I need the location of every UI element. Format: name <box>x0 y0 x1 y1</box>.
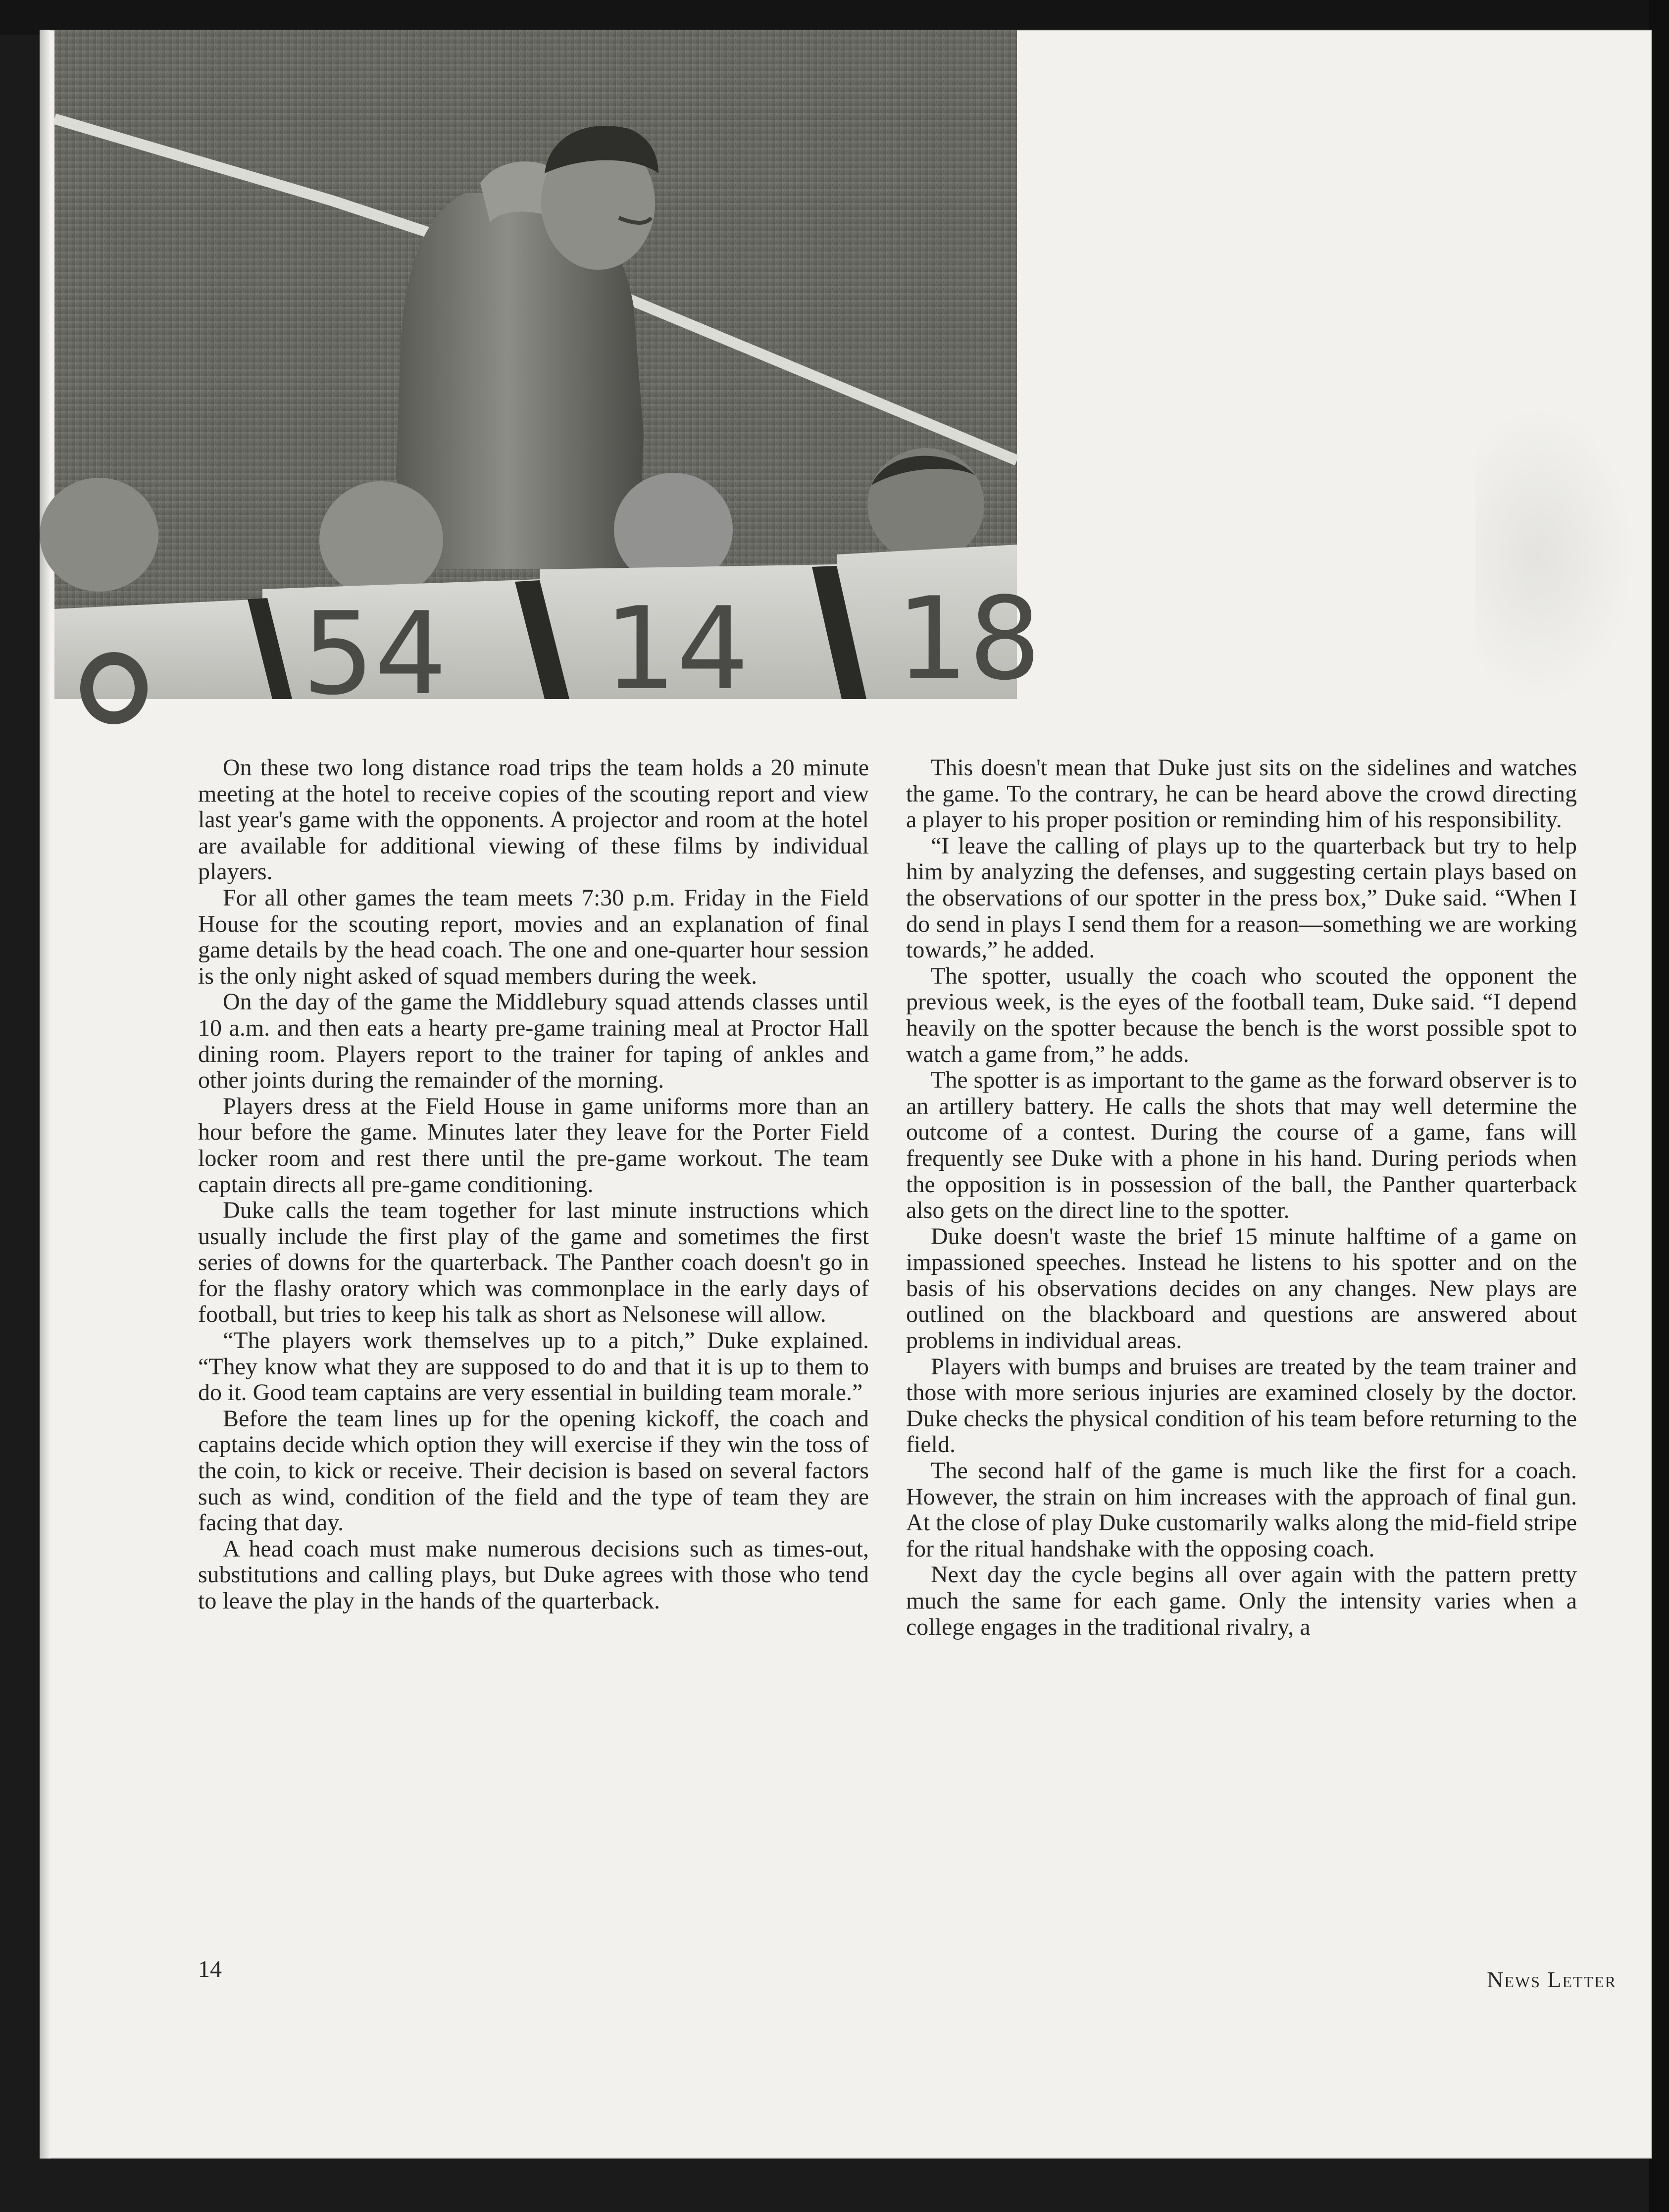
bleed-through-artifact <box>1475 406 1634 703</box>
paragraph: On the day of the game the Middlebury squad attends classes until 10 a.m. and then eats a hearty pre-game training meal at Proctor Hall dining room. Players report to the trainer for taping of ankles and other joints during the remainder of the morning. <box>198 989 869 1094</box>
scan-border-right <box>1649 0 1669 2212</box>
paragraph: On these two long distance road trips the team holds a 20 minute meeting at the hotel to receive copies of the scouting report and view last year's game with the opponents. A projector and room at the hotel are available for additional viewing of these films by individual players. <box>198 754 869 885</box>
football-coach-photo <box>54 30 1041 720</box>
page-gutter-shadow <box>40 30 51 2159</box>
paragraph: Duke calls the team together for last minute instructions which usually include the first play of the game and sometimes the first series of downs for the quarterback. The Panther coach doesn't go in for the flashy oratory which was commonplace in the early days of football, but tries to keep his talk as short as Nelsonese will allow. <box>198 1197 869 1328</box>
magazine-page <box>40 30 1652 2159</box>
paragraph: For all other games the team meets 7:30 p.m. Friday in the Field House for the scouting report, movies and an explanation of final game details by the head coach. The one and one-quarter hour session is the only night asked of squad members during the week. <box>198 884 869 989</box>
paragraph: The spotter, usually the coach who scouted the opponent the previous week, is the eyes of the football team, Duke said. “I depend heavily on the spotter because the bench is the worst possible spot to watch a game from,” he adds. <box>906 962 1577 1067</box>
jersey-number-14: 14 <box>604 583 749 715</box>
paragraph: A head coach must make numerous decisions such as times-out, substitutions and calling plays, but Duke agrees with those who tend to leave the play in the hands of the quarterback. <box>198 1535 869 1614</box>
paragraph: Before the team lines up for the opening kickoff, the coach and captains decide which option they will exercise if they win the toss of the coin, to kick or receive. Their decision is based on several factors such as wind, condition of the field and the type of team they are facing that day. <box>198 1405 869 1536</box>
paragraph: Players dress at the Field House in game uniforms more than an hour before the game. Minutes later they leave for the Porter Field locker room and rest there until the pre-game workout. The team captain directs all pre-game conditioning. <box>198 1093 869 1198</box>
jersey-number-18: 18 <box>896 573 1041 705</box>
paragraph: The second half of the game is much like the first for a coach. However, the strain on him increases with the approach of final gun. At the close of play Duke customarily walks along the mid-field stripe for the ritual handshake with the opposing coach. <box>906 1458 1577 1562</box>
article-left-column <box>198 755 869 1614</box>
paragraph: “I leave the calling of plays up to the quarterback but try to help him by analyzing the defenses, and suggesting certain plays based on the observations of our spotter in the press box,” Duke said. “When I do send in plays I send them for a reason—something we are working towards,” he added. <box>906 832 1577 963</box>
paragraph: Duke doesn't waste the brief 15 minute halftime of a game on impassioned speeches. Instead he listens to his spotter and on the basis of his observations decides on any changes. New plays are outlined on the blackboard and questions are answered about problems in individual areas. <box>906 1223 1577 1354</box>
paragraph: The spotter is as important to the game as the forward observer is to an artillery battery. He calls the shots that may well determine the outcome of a contest. During the course of a game, fans will frequently see Duke with a phone in his hand. During periods when the opposition is in possession of the ball, the Panther quarterback also gets on the direct line to the spotter. <box>906 1067 1577 1224</box>
paragraph: This doesn't mean that Duke just sits on the sidelines and watches the game. To the contrary, he can be heard above the crowd directing a player to his proper position or reminding him of his responsibility. <box>906 754 1577 833</box>
jersey-number-54: 54 <box>302 588 447 720</box>
publication-name: News Letter <box>1487 1967 1617 1992</box>
football-coach-sideline-photo-icon <box>54 30 1041 720</box>
page-number: 14 <box>198 1956 222 1982</box>
article-right-column <box>906 755 1577 1640</box>
paragraph: Players with bumps and bruises are treated by the team trainer and those with more serious injuries are examined closely by the doctor. Duke checks the physical condition of his team before returning to the field. <box>906 1353 1577 1458</box>
paragraph: Next day the cycle begins all over again with the pattern pretty much the same for each game. Only the intensity varies when a college engages in the traditional rivalry, a <box>906 1561 1577 1640</box>
paragraph: “The players work themselves up to a pitch,” Duke explained. “They know what they are supposed to do and that it is up to them to do it. Good team captains are very essential in building team morale.” <box>198 1327 869 1406</box>
